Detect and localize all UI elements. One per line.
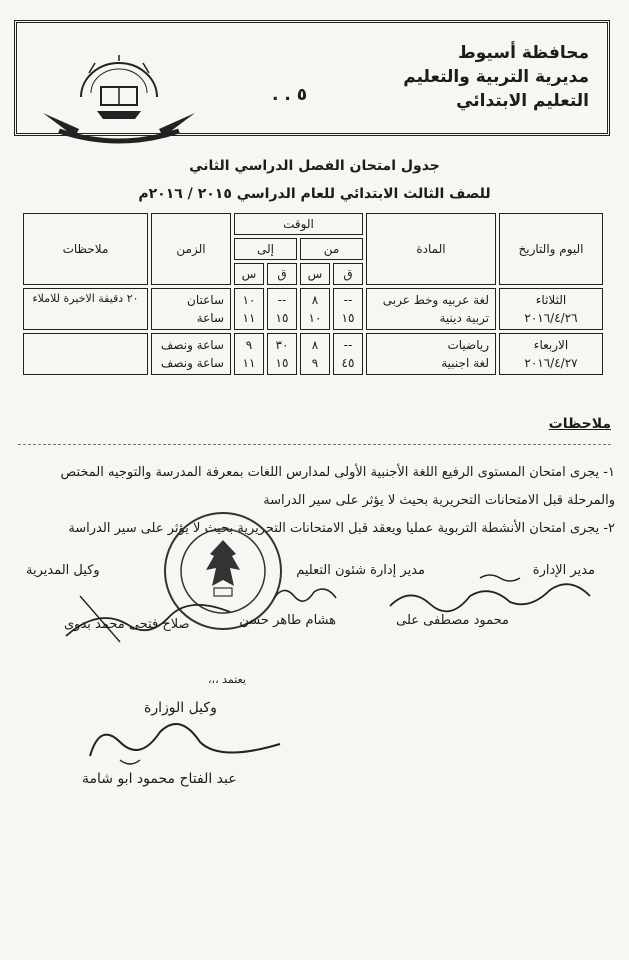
subject-cell: [366, 288, 496, 330]
table-row: [23, 288, 603, 330]
letterhead-box: [14, 20, 610, 136]
header-from-hours: س: [300, 263, 330, 285]
header-from-minutes: ق: [333, 263, 363, 285]
exam-date: ٢٠١٦/٤/٢٧: [524, 356, 578, 370]
duration-cell: [151, 288, 231, 330]
exam-schedule-table: [20, 210, 606, 378]
to-minutes-cell: [267, 288, 297, 330]
department-name: التعليم الابتدائي: [456, 91, 589, 111]
time-value: ١٠: [308, 311, 322, 325]
time-value: --: [343, 338, 353, 352]
notes-heading: ملاحظات: [548, 416, 611, 432]
time-value: ١٥: [275, 356, 289, 370]
header-to: إلى: [234, 238, 297, 260]
header-time: الوقت: [234, 213, 363, 235]
divider: [18, 444, 611, 445]
admin-director-name: محمود مصطفى على: [396, 613, 509, 628]
duration-value: ساعة ونصف: [160, 338, 224, 352]
duration-value: ساعتان: [187, 293, 224, 307]
time-value: ١٥: [341, 311, 355, 325]
letterhead-text: [403, 41, 589, 113]
document-title: جدول امتحان الفصل الدراسي الثاني: [189, 158, 440, 174]
time-value: ١٠: [242, 293, 256, 307]
to-minutes-cell: [267, 333, 297, 375]
note-cell: [23, 333, 148, 375]
document-subtitle: للصف الثالث الابتدائي للعام الدراسي ٢٠١٥ / ٢٠١٦م: [138, 186, 491, 202]
education-affairs-director-title: مدير إدارة شئون التعليم: [296, 563, 425, 578]
from-minutes-cell: [333, 288, 363, 330]
duration-value: ساعة ونصف: [160, 356, 224, 370]
time-value: ٨: [311, 338, 319, 352]
deputy-directorate-name: صلاح فتحى محمد بدوى: [64, 617, 190, 632]
header-to-minutes: ق: [267, 263, 297, 285]
time-value: ٨: [311, 293, 319, 307]
directorate-name: مديرية التربية والتعليم: [403, 67, 589, 87]
day-name: الاربعاء: [533, 338, 569, 352]
day-date-cell: [499, 333, 603, 375]
day-name: الثلاثاء: [535, 293, 567, 307]
note-cell: ٢٠ دقيقة الاخيرة للاملاء: [23, 288, 148, 330]
education-affairs-director-name: هشام طاهر حسن: [239, 613, 336, 628]
subject-name: تربية دينية: [439, 311, 489, 325]
header-duration: الزمن: [151, 213, 231, 285]
subject-name: رياضيات: [447, 338, 489, 352]
header-day-date: اليوم والتاريخ: [499, 213, 603, 285]
duration-value: ساعة: [196, 311, 224, 325]
deputy-directorate-title: وكيل المديرية: [26, 563, 100, 578]
table-row: [23, 333, 603, 375]
day-date-cell: [499, 288, 603, 330]
to-hours-cell: [234, 288, 264, 330]
governorate-name: محافظة أسيوط: [458, 43, 589, 63]
time-value: ٩: [245, 338, 253, 352]
note-2: ٢- يجرى امتحان الأنشطة التربوية عمليا ويعقد قبل الامتحانات التحريرية بحيث لا يؤثر على سير الدراسة: [68, 521, 615, 536]
from-minutes-cell: [333, 333, 363, 375]
exam-date: ٢٠١٦/٤/٢٦: [524, 311, 578, 325]
subject-cell: [366, 333, 496, 375]
from-hours-cell: [300, 288, 330, 330]
time-value: ١١: [242, 356, 256, 370]
from-hours-cell: [300, 333, 330, 375]
time-value: --: [277, 293, 287, 307]
reference-number: . . ٥: [272, 85, 308, 105]
note-1-line-1: ١- يجرى امتحان المستوى الرفيع اللغة الأجنبية الأولى لمدارس اللغات بمعرفة المدرسة والتوجيه المختص: [60, 465, 615, 480]
note-1-line-2: والمرحلة قبل الامتحانات التحريرية بحيث لا يؤثر على سير الدراسة: [263, 493, 615, 508]
duration-cell: [151, 333, 231, 375]
subject-name: لغة اجنبية: [441, 356, 489, 370]
time-value: ١١: [242, 311, 256, 325]
admin-director-title: مدير الإدارة: [532, 563, 595, 578]
header-from: من: [300, 238, 363, 260]
time-value: ٣٠: [275, 338, 289, 352]
time-value: ١٥: [275, 311, 289, 325]
ministry-deputy-name: عبد الفتاح محمود ابو شامة: [82, 771, 237, 787]
directorate-emblem-icon: [39, 53, 199, 145]
ministry-deputy-title: وكيل الوزارة: [144, 700, 217, 716]
time-value: ٩: [311, 356, 319, 370]
approval-label: يعتمد ،،،: [208, 673, 246, 686]
header-to-hours: س: [234, 263, 264, 285]
to-hours-cell: [234, 333, 264, 375]
header-subject: المادة: [366, 213, 496, 285]
subject-name: لغة عربيه وخط عربى: [382, 293, 489, 307]
time-value: --: [343, 293, 353, 307]
handwritten-signature-icon: [80, 712, 290, 772]
header-notes: ملاحظات: [23, 213, 148, 285]
handwritten-signature-icon: [380, 566, 600, 616]
handwritten-initials-icon: [270, 578, 340, 608]
time-value: ٤٥: [341, 356, 355, 370]
handwritten-signature-icon: [60, 586, 240, 646]
